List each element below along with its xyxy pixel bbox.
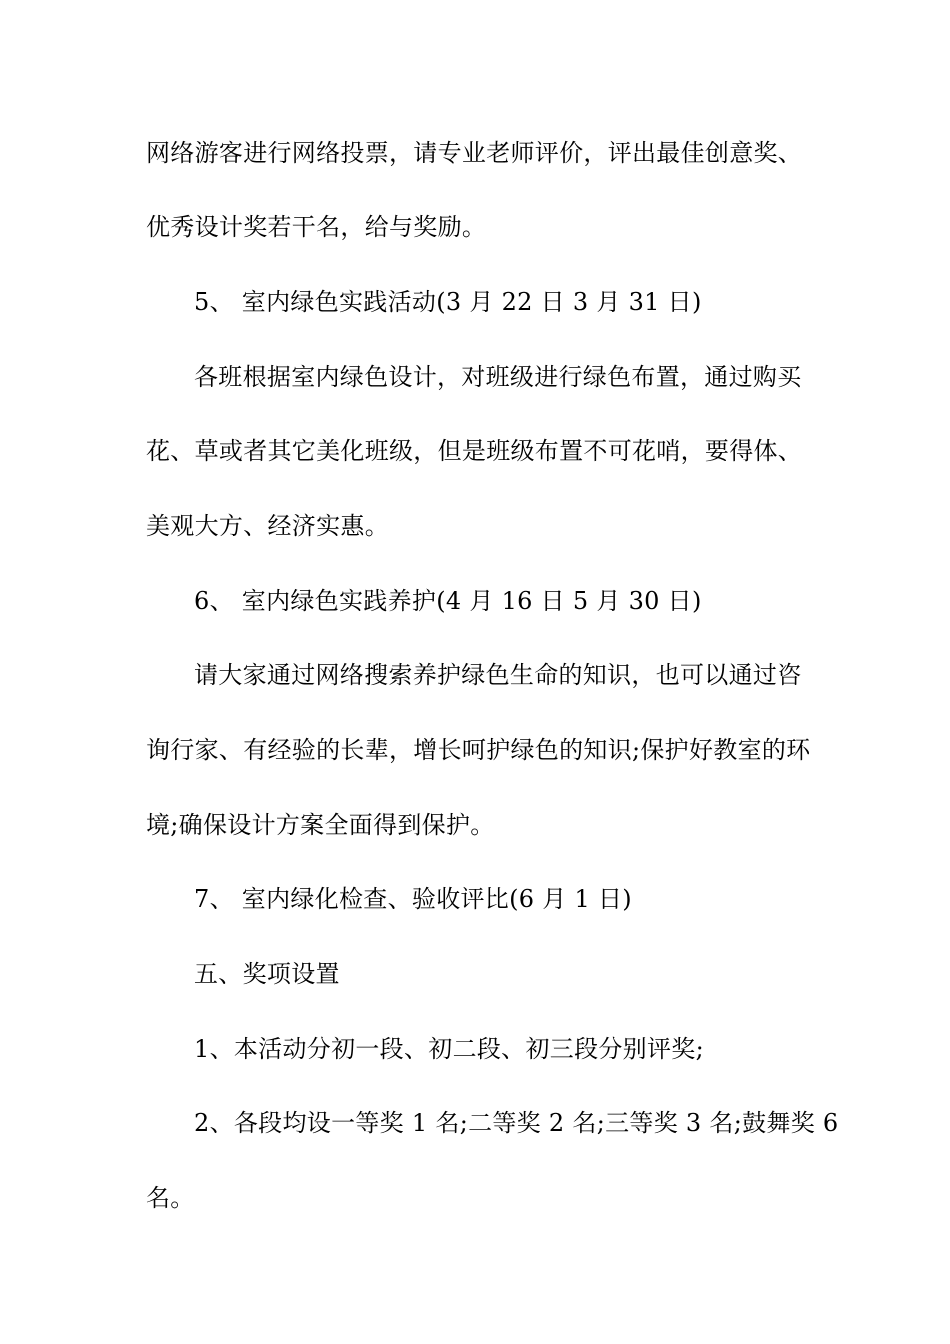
paragraph-line: 名。 — [146, 1184, 195, 1212]
paragraph-line: 花、草或者其它美化班级，但是班级布置不可花哨，要得体、 — [146, 437, 803, 465]
paragraph-line: 优秀设计奖若干名，给与奖励。 — [146, 213, 487, 241]
paragraph-line: 境;确保设计方案全面得到保护。 — [146, 811, 495, 839]
list-item: 1、本活动分初一段、初二段、初三段分别评奖; — [194, 1035, 704, 1063]
paragraph-line: 询行家、有经验的长辈，增长呵护绿色的知识;保护好教室的环 — [146, 736, 811, 764]
section-heading: 6、 室内绿色实践养护(4 月 16 日 5 月 30 日) — [194, 587, 702, 615]
section-heading: 5、 室内绿色实践活动(3 月 22 日 3 月 31 日) — [194, 288, 702, 316]
list-item: 2、各段均设一等奖 1 名;二等奖 2 名;三等奖 3 名;鼓舞奖 6 — [194, 1109, 839, 1137]
paragraph-line: 网络游客进行网络投票，请专业老师评价，评出最佳创意奖、 — [146, 139, 803, 167]
section-heading: 7、 室内绿化检查、验收评比(6 月 1 日) — [194, 885, 632, 913]
section-heading: 五、奖项设置 — [194, 960, 340, 988]
paragraph-line: 各班根据室内绿色设计，对班级进行绿色布置，通过购买 — [194, 363, 802, 391]
paragraph-line: 美观大方、经济实惠。 — [146, 512, 389, 540]
paragraph-line: 请大家通过网络搜索养护绿色生命的知识，也可以通过咨 — [194, 661, 802, 689]
